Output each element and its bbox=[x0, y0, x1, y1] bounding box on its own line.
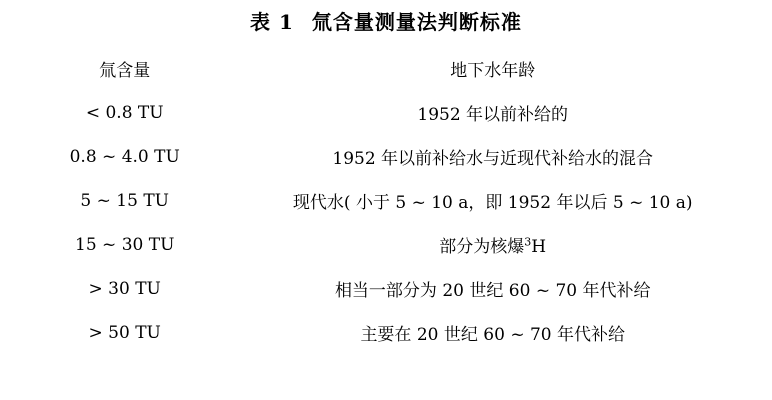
cell-age bbox=[231, 223, 754, 267]
column-header-age: 地下水年龄 bbox=[450, 61, 536, 81]
table-row bbox=[18, 223, 754, 267]
cell-age-suffix: H bbox=[531, 237, 547, 257]
cell-age: 1952 年以前补给水与近现代补给水的混合 bbox=[332, 149, 654, 169]
page-spacer bbox=[18, 355, 754, 400]
cell-age-superscript: 3 bbox=[524, 235, 532, 249]
cell-tritium: > 50 TU bbox=[88, 322, 161, 343]
table-row bbox=[18, 179, 754, 223]
table-header bbox=[18, 47, 754, 91]
cell-tritium: 15 ~ 30 TU bbox=[75, 234, 175, 255]
cell-tritium: 0.8 ~ 4.0 TU bbox=[69, 146, 180, 167]
cell-tritium: > 30 TU bbox=[88, 278, 161, 299]
cell-age: 现代水( 小于 5 ~ 10 a，即 1952 年以后 5 ~ 10 a) bbox=[292, 193, 693, 213]
table-row bbox=[18, 135, 754, 179]
table-caption-number: 表 1 bbox=[250, 10, 294, 34]
cell-age: 1952 年以前补给的 bbox=[417, 105, 569, 125]
cell-age: 相当一部分为 20 世纪 60 ~ 70 年代补给 bbox=[334, 281, 651, 301]
cell-tritium: < 0.8 TU bbox=[85, 102, 164, 123]
table-caption bbox=[18, 0, 754, 47]
cell-age-prefix: 部分为核爆 bbox=[439, 237, 525, 257]
table-header-row bbox=[18, 47, 754, 91]
cell-age: 主要在 20 世纪 60 ~ 70 年代补给 bbox=[360, 325, 625, 345]
table-row bbox=[18, 91, 754, 135]
table-caption-title: 氚含量测量法判断标准 bbox=[311, 10, 522, 34]
column-header-tritium: 氚含量 bbox=[99, 61, 151, 81]
tritium-standard-table bbox=[18, 47, 754, 355]
table-body bbox=[18, 91, 754, 355]
cell-tritium: 5 ~ 15 TU bbox=[80, 190, 169, 211]
table-row bbox=[18, 311, 754, 355]
table-row bbox=[18, 267, 754, 311]
